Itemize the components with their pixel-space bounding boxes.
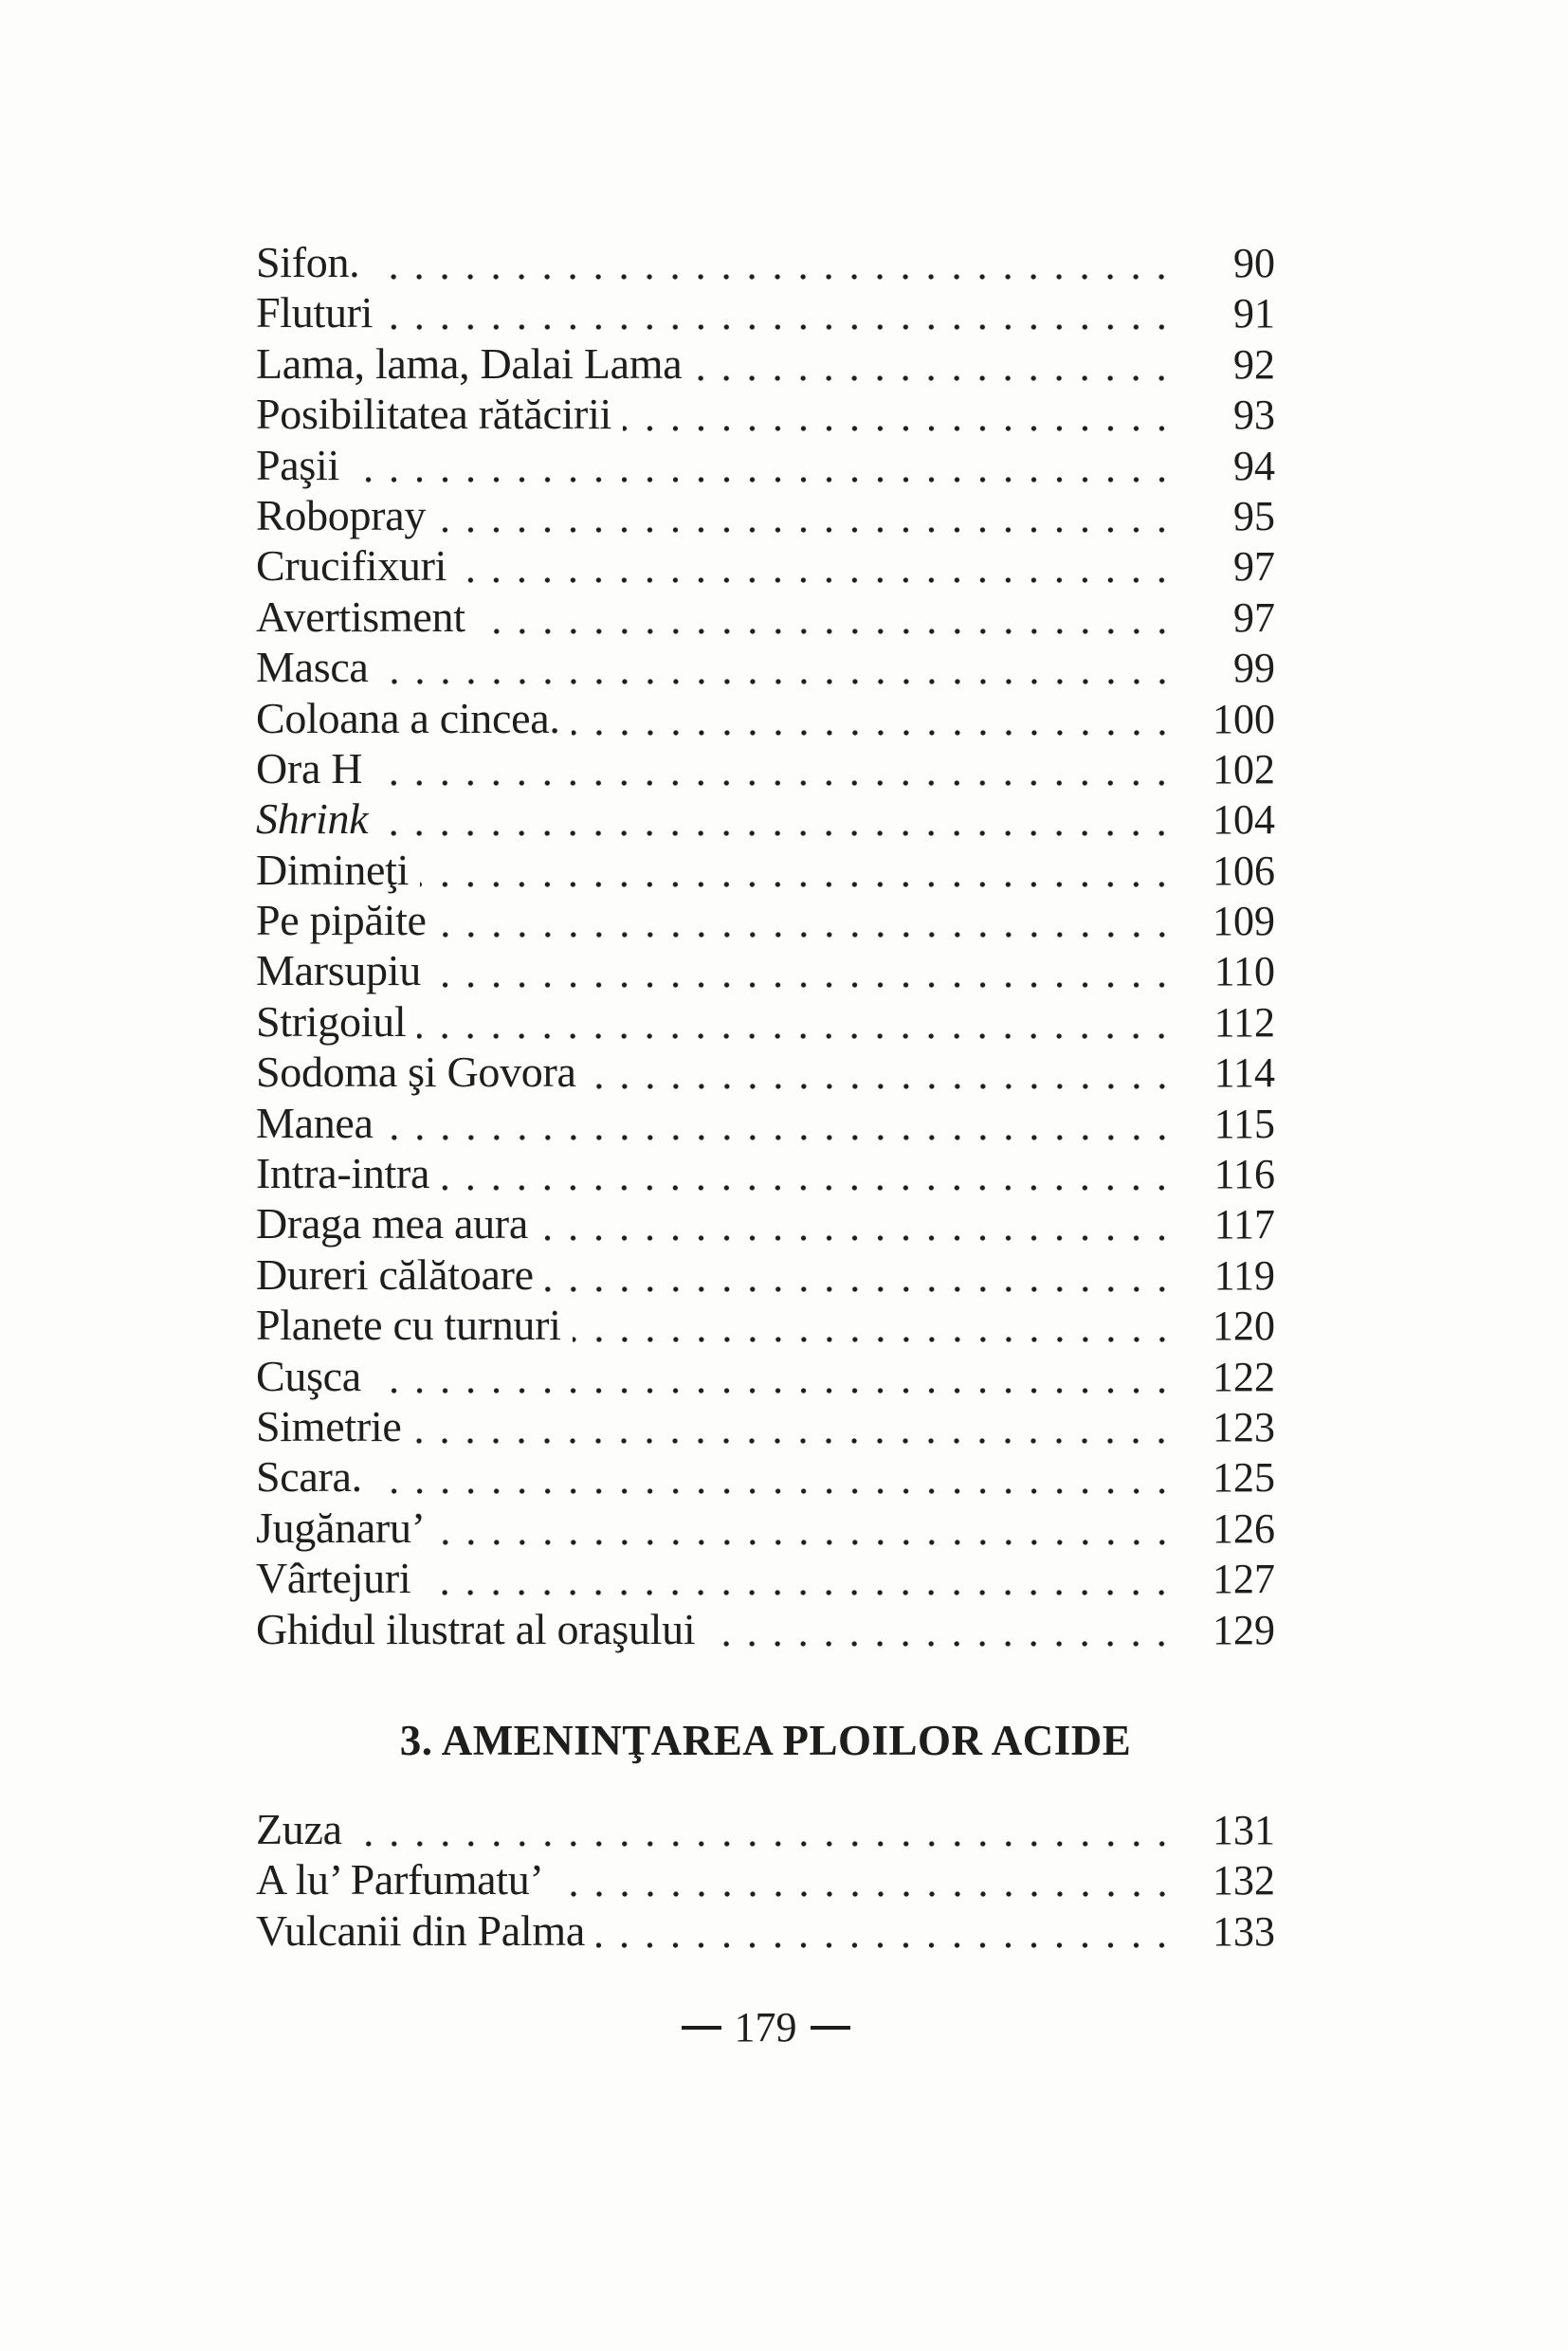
entry-page-number: 119	[1213, 1251, 1275, 1299]
dot-leader	[374, 743, 1175, 793]
toc-entry	[256, 1249, 1275, 1300]
toc-entry	[256, 945, 1275, 995]
toc-entry	[256, 1148, 1275, 1198]
toc-entry	[256, 440, 1275, 490]
entry-title: Masca	[256, 643, 369, 692]
entry-title: Shrink	[256, 794, 369, 844]
entry-title: Ora H	[256, 743, 363, 793]
entry-page-number: 93	[1233, 392, 1275, 439]
entry-page-number: 90	[1233, 240, 1275, 286]
toc-entry	[256, 1351, 1275, 1401]
dot-leader	[412, 1401, 1175, 1451]
dot-leader	[596, 1905, 1175, 1956]
entry-page-number: 115	[1213, 1100, 1275, 1147]
entry-page-number: 120	[1212, 1303, 1275, 1350]
footer-dash-right	[811, 2026, 850, 2030]
toc-entry	[256, 743, 1275, 793]
toc-entry	[256, 1047, 1275, 1097]
entry-title: Vulcanii din Palma	[256, 1905, 585, 1955]
entry-title: Crucifixuri	[256, 541, 447, 591]
dot-leader	[573, 1300, 1175, 1350]
toc-entry	[256, 1553, 1275, 1603]
entry-page-number: 129	[1212, 1606, 1275, 1653]
table-of-contents	[256, 237, 1275, 2051]
entry-page-number: 131	[1212, 1806, 1275, 1853]
entry-page-number: 110	[1213, 948, 1275, 995]
dot-leader	[384, 287, 1175, 337]
toc-entry	[256, 592, 1275, 642]
entry-page-number: 100	[1212, 695, 1275, 742]
toc-entry	[256, 237, 1275, 287]
entry-page-number: 109	[1212, 898, 1275, 945]
toc-entry	[256, 1854, 1275, 1904]
entry-title: Ghidul ilustrat al oraşului	[256, 1604, 696, 1653]
dot-leader	[477, 592, 1175, 642]
entry-title: Robopray	[256, 490, 427, 539]
entry-page-number: 116	[1213, 1151, 1275, 1198]
entry-title: Vârtejuri	[256, 1554, 411, 1603]
dot-leader	[588, 1047, 1175, 1097]
dot-leader	[539, 1198, 1175, 1248]
toc-entry	[256, 1503, 1275, 1553]
dot-leader	[438, 895, 1175, 945]
toc-entry	[256, 1604, 1275, 1654]
entry-title: Lama, lama, Dalai Lama	[256, 338, 683, 388]
entry-title: Simetrie	[256, 1401, 402, 1450]
toc-entry	[256, 845, 1275, 895]
dot-leader	[385, 1098, 1175, 1148]
toc-entry	[256, 287, 1275, 337]
entry-page-number: 114	[1213, 1049, 1275, 1097]
toc-list-section3	[256, 1804, 1275, 1956]
entry-page-number: 106	[1212, 847, 1275, 894]
entry-title: Strigoiul	[256, 996, 407, 1046]
toc-entry	[256, 642, 1275, 692]
dot-leader	[437, 490, 1175, 540]
entry-title: Draga mea aura	[256, 1199, 528, 1248]
dot-leader	[556, 1854, 1176, 1904]
toc-entry	[256, 1804, 1275, 1854]
dot-leader	[422, 1553, 1175, 1603]
toc-entry	[256, 1300, 1275, 1350]
entry-title: Paşii	[256, 440, 339, 489]
entry-title: Posibilitatea rătăcirii	[256, 390, 612, 439]
entry-page-number: 97	[1233, 593, 1275, 641]
entry-page-number: 126	[1212, 1504, 1275, 1552]
toc-entry	[256, 540, 1275, 591]
dot-leader	[432, 945, 1175, 995]
entry-page-number: 132	[1212, 1857, 1275, 1904]
entry-title: Scara.	[256, 1452, 362, 1502]
entry-title: Dimineţi	[256, 845, 410, 894]
entry-title: Coloana a cincea.	[256, 693, 560, 742]
toc-entry	[256, 1905, 1275, 1956]
entry-title: Pe pipăite	[256, 896, 427, 945]
entry-title: Cuşca	[256, 1351, 361, 1400]
dot-leader	[437, 1503, 1175, 1553]
section-heading: 3. AMENINŢAREA PLOILOR ACIDE	[399, 1716, 1132, 1764]
dot-leader	[545, 1249, 1175, 1300]
entry-title: A lu’ Parfumatu’	[256, 1855, 544, 1904]
dot-leader	[623, 389, 1175, 439]
entry-title: Dureri călătoare	[256, 1249, 534, 1299]
dot-leader	[373, 1351, 1175, 1401]
entry-page-number: 102	[1212, 745, 1275, 793]
footer-dash-left	[682, 2026, 721, 2030]
entry-title: Manea	[256, 1098, 374, 1147]
dot-leader	[417, 996, 1175, 1047]
entry-page-number: 92	[1233, 340, 1275, 388]
entry-page-number: 117	[1213, 1201, 1275, 1248]
toc-entry	[256, 1401, 1275, 1451]
entry-title: Zuza	[256, 1804, 342, 1853]
entry-page-number: 123	[1212, 1403, 1275, 1450]
entry-title: Intra-intra	[256, 1149, 430, 1198]
dot-leader	[371, 237, 1175, 287]
entry-page-number: 125	[1212, 1454, 1275, 1502]
toc-entry	[256, 895, 1275, 945]
dot-leader	[572, 693, 1175, 743]
entry-title: Planete cu turnuri	[256, 1301, 561, 1350]
entry-page-number: 104	[1212, 796, 1275, 844]
dot-leader	[706, 1604, 1175, 1654]
entry-page-number: 97	[1233, 543, 1275, 591]
entry-title: Avertisment	[256, 592, 465, 641]
toc-entry	[256, 389, 1275, 439]
entry-page-number: 95	[1233, 492, 1275, 539]
entry-page-number: 122	[1212, 1353, 1275, 1400]
entry-page-number: 133	[1212, 1907, 1275, 1955]
entry-page-number: 91	[1233, 290, 1275, 337]
toc-entry	[256, 1198, 1275, 1248]
toc-entry	[256, 793, 1275, 844]
entry-title: Marsupiu	[256, 946, 421, 995]
dot-leader	[354, 1804, 1175, 1854]
entry-page-number: 99	[1233, 645, 1275, 692]
entry-page-number: 94	[1233, 442, 1275, 489]
dot-leader	[693, 338, 1175, 389]
toc-entry	[256, 1098, 1275, 1148]
dot-leader	[458, 540, 1175, 591]
entry-title: Sifon.	[256, 238, 360, 286]
toc-entry	[256, 1451, 1275, 1502]
toc-entry	[256, 338, 1275, 389]
dot-leader	[420, 845, 1175, 895]
toc-entry	[256, 490, 1275, 540]
dot-leader	[379, 793, 1175, 844]
entry-page-number: 127	[1212, 1556, 1275, 1603]
dot-leader	[441, 1148, 1175, 1198]
footer-page-number: 179	[734, 2004, 797, 2051]
entry-page-number: 112	[1213, 998, 1275, 1046]
entry-title: Jugănaru’	[256, 1503, 426, 1552]
dot-leader	[374, 1451, 1175, 1502]
entry-title: Fluturi	[256, 288, 374, 337]
toc-entry	[256, 693, 1275, 743]
entry-title: Sodoma şi Govora	[256, 1048, 576, 1097]
toc-list-main	[256, 237, 1275, 1654]
page-number-footer	[256, 2003, 1275, 2051]
dot-leader	[380, 642, 1175, 692]
dot-leader	[351, 440, 1175, 490]
toc-entry	[256, 996, 1275, 1047]
